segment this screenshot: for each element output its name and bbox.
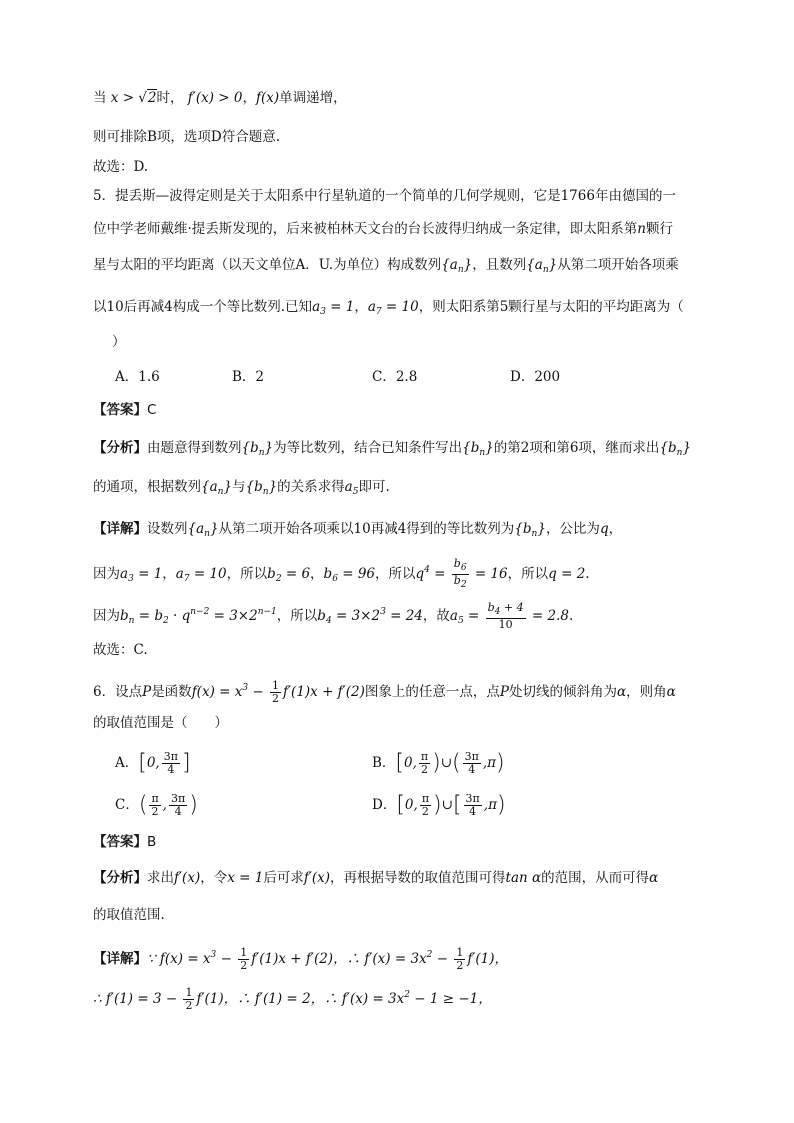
q5-stem-line-3: 星与太阳的平均距离（以天文单位A．U.为单位）构成数列$\{a_n\}$，且数列$\{a_n\}$从第二项开始各项乘 — [93, 257, 679, 275]
q5-analysis-line-1: 【分析】由题意得到数列$\{b_n\}$为等比数列，结合已知条件写出$\{b_n\}$的第2项和第6项，继而求出$\{b_n\}$ — [93, 440, 692, 458]
q5-detail-line-3: 因为$b_n = b_2 \cdot q^{n-2} = 3\times 2^{n-1}$，所以$b_4 = 3\times 2^3 = 24$，故$a_5$ = $\frac{b_4 + 4}{10}$ = 2.8. — [93, 601, 574, 631]
q5-stem-line-5: ） — [112, 334, 126, 350]
answer-tag: 【答案】 — [93, 834, 147, 850]
q5-conclusion: 故选：C. — [93, 642, 148, 658]
q5-stem-line-1: 5．提丢斯—波得定则是关于太阳系中行星轨道的一个简单的几何学规则，它是1766年由德国的一 — [93, 188, 676, 204]
q5-detail-line-2: 因为$a_3 = 1$，$a_7 = 10$，所以$b_2 = 6$，$b_6 = 96$，所以$q^4$ = $\frac{b_6}{b_2}$ = 16，所以q = 2. — [93, 557, 590, 590]
math-fprime-positive: f′(x) > 0 — [183, 90, 243, 106]
analysis-tag: 【分析】 — [93, 440, 147, 456]
q6-option-b: B．[0, $\frac{\pi}{2}$ )∪( $\frac{3\pi}{4}$ ,π) — [372, 750, 505, 776]
q5-stem-line-2: 位中学老师戴维·提丢斯发现的，后来被柏林天文台的台长波得归纳成一条定律，即太阳系第n颗行 — [93, 221, 673, 237]
q5-option-a: A．1.6 — [115, 369, 160, 385]
detail-tag: 【详解】 — [93, 521, 147, 537]
q6-option-d: D．[0, $\frac{\pi}{2}$ )∪[ $\frac{3\pi}{4}$ ,π) — [372, 792, 506, 818]
q6-detail-line-1: 【详解】∵ $f(x) = x^3$ − $\frac{1}{2}$ f′(1)x + f′(2)，∴ $f'(x) = 3x^2$ − $\frac{1}{2}$ f′(1)， — [93, 946, 508, 972]
q6-analysis-line-1: 【分析】求出f′(x)，令x = 1后可求f′(x)，再根据导数的取值范围可得tan α的范围，从而可得α — [93, 870, 659, 886]
q6-analysis-line-2: 的取值范围. — [93, 907, 165, 923]
q6-option-c: C．( $\frac{\pi}{2}$ , $\frac{3\pi}{4}$ ) — [115, 792, 198, 818]
q5-option-c: C．2.8 — [372, 369, 418, 385]
q6-option-a: A．[0, $\frac{3\pi}{4}$ ] — [115, 750, 191, 776]
q5-analysis-line-2: 的通项，根据数列$\{a_n\}$与$\{b_n\}$的关系求得$a_5$即可. — [93, 479, 390, 497]
q5-answer: 【答案】C — [93, 402, 157, 418]
q6-stem-line-1: 6．设点P是函数$f(x) = x^3$ − $\frac{1}{2}$ f′(1)x + f′(2)图象上的任意一点，点P处切线的倾斜角为α，则角α — [93, 679, 676, 705]
answer-tag: 【答案】 — [93, 402, 147, 418]
math-fx: f(x) — [255, 90, 280, 106]
q5-option-b: B．2 — [232, 369, 265, 385]
q6-detail-line-2: ∴ f′(1) = 3 − $\frac{1}{2}$ f′(1)，∴ f′(1) = 2，∴ $f'(x) = 3x^2 - 1 \ge -1$， — [93, 986, 492, 1012]
q5-detail-line-1: 【详解】设数列$\{a_n\}$从第二项开始各项乘以10再减4得到的等比数列为$\{b_n\}$，公比为q， — [93, 521, 623, 539]
math-x-gt-sqrt2: x > √2 — [106, 90, 157, 106]
detail-tag: 【详解】 — [93, 951, 147, 967]
prev-line-1: 当 x > √2时， f′(x) > 0，f(x)单调递增， — [93, 90, 347, 106]
analysis-tag: 【分析】 — [93, 870, 147, 886]
q5-stem-line-4: 以10后再减4构成一个等比数列.已知$a_3 = 1$，$a_7 = 10$，则太阳系第5颗行星与太阳的平均距离为（ — [93, 299, 684, 317]
q5-option-d: D．200 — [510, 369, 561, 385]
prev-line-2: 则可排除B项，选项D符合题意. — [93, 129, 281, 145]
q6-answer: 【答案】B — [93, 834, 157, 850]
q6-stem-line-2: 的取值范围是（ ） — [93, 715, 228, 731]
prev-line-3: 故选：D. — [93, 159, 149, 175]
